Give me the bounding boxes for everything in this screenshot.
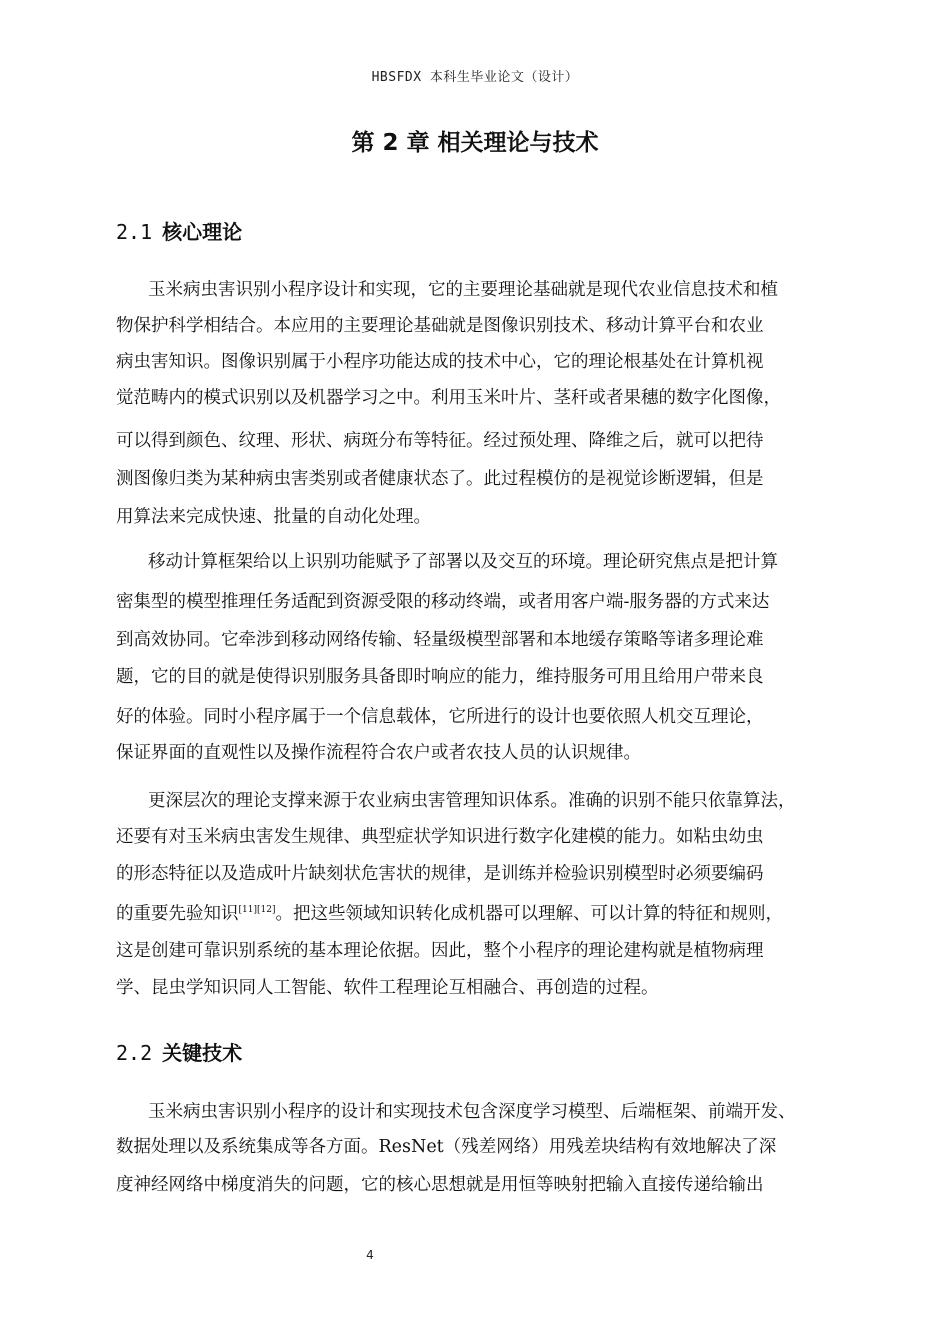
section-heading-2-1: [116, 216, 242, 245]
section-heading-2-2: [116, 1037, 242, 1066]
section-number: 2.1: [116, 220, 153, 244]
paragraph-line: 到高效协同。它牵涉到移动网络传输、轻量级模型部署和本地缓存策略等诸多理论难: [116, 630, 764, 650]
paragraph-line: 题，它的目的就是使得识别服务具备即时响应的能力，维持服务可用且给用户带来良: [116, 667, 764, 687]
paragraph-line: 病虫害知识。图像识别属于小程序功能达成的技术中心，它的理论根基处在计算机视: [116, 352, 764, 372]
paragraph-line: 更深层次的理论支撑来源于农业病虫害管理知识体系。准确的识别不能只依靠算法，: [148, 791, 796, 811]
paragraph-line: 可以得到颜色、纹理、形状、病斑分布等特征。经过预处理、降维之后，就可以把待: [116, 431, 764, 451]
paragraph-line: 移动计算框架给以上识别功能赋予了部署以及交互的环境。理论研究焦点是把计算: [148, 552, 778, 572]
paragraph-line: 数据处理以及系统集成等各方面。ResNet（残差网络）用残差块结构有效地解决了深: [116, 1137, 777, 1157]
paragraph-line-with-citation: [116, 902, 783, 926]
paragraph-line: 还要有对玉米病虫害发生规律、典型症状学知识进行数字化建模的能力。如粘虫幼虫: [116, 827, 764, 847]
paragraph-line: 玉米病虫害识别小程序的设计和实现技术包含深度学习模型、后端框架、前端开发、: [148, 1102, 796, 1122]
chapter-title: 第 2 章 相关理论与技术: [351, 130, 599, 156]
running-header: HBSFDX 本科生毕业论文（设计）: [371, 70, 579, 85]
paragraph-line: 玉米病虫害识别小程序设计和实现，它的主要理论基础就是现代农业信息技术和植: [148, 280, 778, 300]
section-title: 核心理论: [162, 220, 243, 244]
paragraph-line: 学、昆虫学知识同人工智能、软件工程理论互相融合、再创造的过程。: [116, 978, 659, 998]
paragraph-line: 觉范畴内的模式识别以及机器学习之中。利用玉米叶片、茎秆或者果穗的数字化图像，: [116, 388, 781, 408]
paragraph-line: 密集型的模型推理任务适配到资源受限的移动终端，或者用客户端-服务器的方式来达: [116, 592, 770, 612]
paragraph-line: 这是创建可靠识别系统的基本理论依据。因此，整个小程序的理论建构就是植物病理: [116, 941, 764, 961]
paragraph-text: 的重要先验知识: [116, 904, 239, 924]
paragraph-line: 测图像归类为某种病虫害类别或者健康状态了。此过程模仿的是视觉诊断逻辑，但是: [116, 469, 764, 489]
paragraph-line: 好的体验。同时小程序属于一个信息载体，它所进行的设计也要依照人机交互理论，: [116, 707, 764, 727]
section-number: 2.2: [116, 1041, 153, 1065]
section-title: 关键技术: [162, 1041, 243, 1065]
paragraph-line: 保证界面的直观性以及操作流程符合农户或者农技人员的认识规律。: [116, 743, 641, 763]
page-number: 4: [366, 1248, 374, 1262]
paragraph-line: 度神经网络中梯度消失的问题，它的核心思想就是用恒等映射把输入直接传递给输出: [116, 1175, 764, 1195]
paragraph-text: 。把这些领域知识转化成机器可以理解、可以计算的特征和规则，: [275, 904, 783, 924]
paragraph-line: 的形态特征以及造成叶片缺刻状危害状的规律，是训练并检验识别模型时必须要编码: [116, 864, 764, 884]
paragraph-line: 用算法来完成快速、批量的自动化处理。: [116, 507, 431, 527]
citation-marker[interactable]: [11][12]: [238, 905, 276, 915]
paragraph-line: 物保护科学相结合。本应用的主要理论基础就是图像识别技术、移动计算平台和农业: [116, 316, 764, 336]
